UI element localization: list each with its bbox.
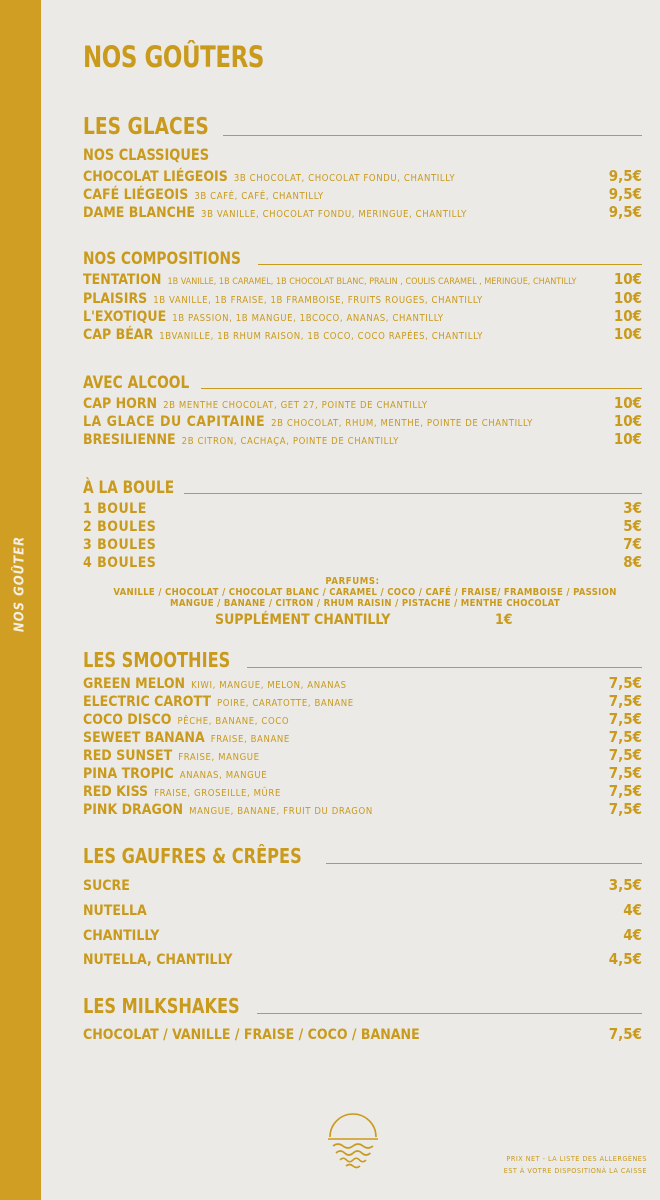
menu-item — [83, 203, 642, 221]
menu-item — [83, 674, 642, 692]
item-name: NUTELLA, CHANTILLY — [83, 952, 233, 968]
item-price: 7,5€ — [608, 674, 642, 692]
menu-item — [83, 325, 642, 343]
item-desc: 1BVANILLE, 1B RHUM RAISON, 1B COCO, COCO RAPÉES, CHANTILLY — [159, 331, 484, 342]
item-name: RED KISS — [83, 784, 149, 800]
item-desc: 2B CHOCOLAT, RHUM, MENTHE, POINTE DE CHANTILLY — [271, 418, 533, 429]
menu-item — [83, 394, 642, 412]
item-name: SEWEET BANANA — [83, 730, 205, 746]
item-price: 10€ — [613, 394, 642, 412]
item-desc: 3B CAFÉ, CAFÉ, CHANTILLY — [194, 191, 324, 202]
sidebar-band — [0, 0, 41, 1200]
supplement-price: 1€ — [495, 612, 513, 628]
sun-waves-logo-icon — [327, 1105, 379, 1171]
item-name: PLAISIRS — [83, 291, 148, 307]
item-price: 3€ — [623, 499, 642, 517]
item-desc: 1B VANILLE, 1B CARAMEL, 1B CHOCOLAT BLANC, PRALIN , COULIS CARAMEL , MERINGUE, CHANTILLY — [167, 277, 577, 287]
footer-line: PRIX NET - LA LISTE DES ALLERGÈNES — [506, 1154, 647, 1163]
section-title: LES GAUFRES & CRÊPES — [83, 844, 302, 868]
menu-item — [83, 876, 642, 894]
menu-item — [83, 535, 642, 553]
section-title: LES GLACES — [83, 114, 209, 140]
section-title: À LA BOULE — [83, 478, 175, 498]
subsection-boule — [83, 478, 642, 498]
menu-item — [83, 185, 642, 203]
divider-line — [223, 135, 642, 136]
section-gaufres — [83, 844, 642, 868]
menu-item — [83, 430, 642, 448]
menu-item — [83, 782, 642, 800]
item-price: 7,5€ — [608, 728, 642, 746]
menu-item — [83, 1025, 642, 1043]
item-name: SUCRE — [83, 878, 130, 894]
parfums-label: PARFUMS: — [325, 576, 380, 587]
item-name: CHOCOLAT LIÉGEOIS — [83, 169, 228, 185]
item-desc: 3B CHOCOLAT, CHOCOLAT FONDU, CHANTILLY — [233, 173, 456, 184]
item-price: 9,5€ — [608, 185, 642, 203]
menu-item — [83, 167, 642, 185]
divider-line — [258, 264, 642, 265]
menu-item — [83, 517, 642, 535]
sidebar-label: NOS GOÛTER — [12, 535, 28, 633]
item-price: 10€ — [613, 430, 642, 448]
item-price: 4€ — [623, 901, 642, 919]
item-desc: KIWI, MANGUE, MELON, ANANAS — [191, 680, 347, 691]
item-desc: ANANAS, MANGUE — [179, 770, 268, 781]
item-price: 5€ — [623, 517, 642, 535]
item-name: 2 BOULES — [83, 519, 157, 535]
item-name: NUTELLA — [83, 903, 147, 919]
item-price: 7€ — [623, 535, 642, 553]
item-price: 8€ — [623, 553, 642, 571]
item-name: CAP BÉAR — [83, 327, 154, 343]
item-name: 1 BOULE — [83, 501, 147, 517]
divider-line — [326, 863, 642, 864]
menu-item — [83, 926, 642, 944]
item-price: 10€ — [613, 325, 642, 343]
item-desc: POIRE, CARATOTTE, BANANE — [216, 698, 354, 709]
item-name: RED SUNSET — [83, 748, 173, 764]
menu-item — [83, 764, 642, 782]
item-name: GREEN MELON — [83, 676, 186, 692]
item-name: BRESILIENNE — [83, 432, 176, 448]
section-glaces — [83, 114, 642, 140]
footer-line: EST À VOTRE DISPOSITIONÀ LA CAISSE — [503, 1166, 647, 1175]
item-price: 7,5€ — [608, 746, 642, 764]
item-name: PINA TROPIC — [83, 766, 174, 782]
item-price: 7,5€ — [608, 800, 642, 818]
menu-item — [83, 289, 642, 307]
parfums-list-line2: MANGUE / BANANE / CITRON / RHUM RAISIN / PISTACHE / MENTHE CHOCOLAT — [170, 598, 560, 609]
item-name: CAFÉ LIÉGEOIS — [83, 187, 189, 203]
divider-line — [184, 493, 642, 494]
item-price: 7,5€ — [608, 692, 642, 710]
section-title: LES MILKSHAKES — [83, 994, 240, 1018]
divider-line — [247, 667, 642, 668]
item-price: 7,5€ — [608, 710, 642, 728]
footer-note — [504, 1153, 647, 1177]
item-price: 9,5€ — [608, 167, 642, 185]
section-milkshakes — [83, 994, 642, 1018]
menu-item — [83, 270, 642, 288]
item-desc: FRAISE, MANGUE — [178, 752, 260, 763]
menu-item — [83, 728, 642, 746]
item-desc: 1B PASSION, 1B MANGUE, 1BCOCO, ANANAS, CHANTILLY — [172, 313, 444, 324]
subsection-compositions — [83, 249, 642, 269]
menu-item — [83, 710, 642, 728]
item-price: 7,5€ — [608, 1025, 642, 1043]
item-desc: FRAISE, BANANE — [210, 734, 290, 745]
item-name: L'EXOTIQUE — [83, 309, 167, 325]
menu-item — [83, 950, 642, 968]
item-desc: 2B CITRON, CACHAÇA, POINTE DE CHANTILLY — [181, 436, 399, 447]
subsection-alcool — [83, 373, 642, 393]
item-price: 9,5€ — [608, 203, 642, 221]
menu-item — [83, 499, 642, 517]
menu-item — [83, 901, 642, 919]
item-desc: FRAISE, GROSEILLE, MÛRE — [154, 788, 281, 799]
item-name: CHANTILLY — [83, 928, 160, 944]
item-name: CAP HORN — [83, 396, 158, 412]
item-name: PINK DRAGON — [83, 802, 184, 818]
divider-line — [201, 388, 642, 389]
item-desc: MANGUE, BANANE, FRUIT DU DRAGON — [189, 806, 373, 817]
item-price: 10€ — [613, 289, 642, 307]
section-title: AVEC ALCOOL — [83, 373, 190, 393]
item-price: 4,5€ — [608, 950, 642, 968]
menu-item — [83, 800, 642, 818]
item-price: 10€ — [613, 270, 642, 288]
item-desc: 3B VANILLE, CHOCOLAT FONDU, MERINGUE, CHANTILLY — [201, 209, 467, 220]
item-desc: 1B VANILLE, 1B FRAISE, 1B FRAMBOISE, FRUITS ROUGES, CHANTILLY — [153, 295, 483, 306]
section-title: LES SMOOTHIES — [83, 648, 231, 672]
subsection-classiques: NOS CLASSIQUES — [83, 145, 210, 164]
item-price: 10€ — [613, 412, 642, 430]
item-name: 4 BOULES — [83, 555, 157, 571]
item-name: 3 BOULES — [83, 537, 157, 553]
menu-item — [83, 553, 642, 571]
item-name: CHOCOLAT / VANILLE / FRAISE / COCO / BANANE — [83, 1027, 420, 1043]
item-price: 10€ — [613, 307, 642, 325]
menu-item — [83, 412, 642, 430]
item-name: LA GLACE DU CAPITAINE — [83, 414, 266, 430]
menu-item — [83, 307, 642, 325]
section-smoothies — [83, 648, 642, 672]
item-desc: PÊCHE, BANANE, COCO — [177, 716, 290, 727]
item-price: 7,5€ — [608, 782, 642, 800]
item-name: COCO DISCO — [83, 712, 172, 728]
item-name: DAME BLANCHE — [83, 205, 196, 221]
divider-line — [257, 1013, 642, 1014]
item-desc: 2B MENTHE CHOCOLAT, GET 27, POINTE DE CHANTILLY — [163, 400, 428, 411]
menu-item — [83, 746, 642, 764]
menu-item — [83, 692, 642, 710]
supplement-label: SUPPLÉMENT CHANTILLY — [215, 612, 391, 628]
item-price: 4€ — [623, 926, 642, 944]
item-name: ELECTRIC CAROTT — [83, 694, 211, 710]
section-title: NOS COMPOSITIONS — [83, 249, 241, 269]
item-price: 3,5€ — [608, 876, 642, 894]
parfums-list-line1: VANILLE / CHOCOLAT / CHOCOLAT BLANC / CARAMEL / COCO / CAFÉ / FRAISE/ FRAMBOISE / PASSION — [113, 587, 617, 598]
item-name: TENTATION — [83, 272, 162, 288]
page-title: NOS GOÛTERS — [83, 40, 264, 74]
item-price: 7,5€ — [608, 764, 642, 782]
